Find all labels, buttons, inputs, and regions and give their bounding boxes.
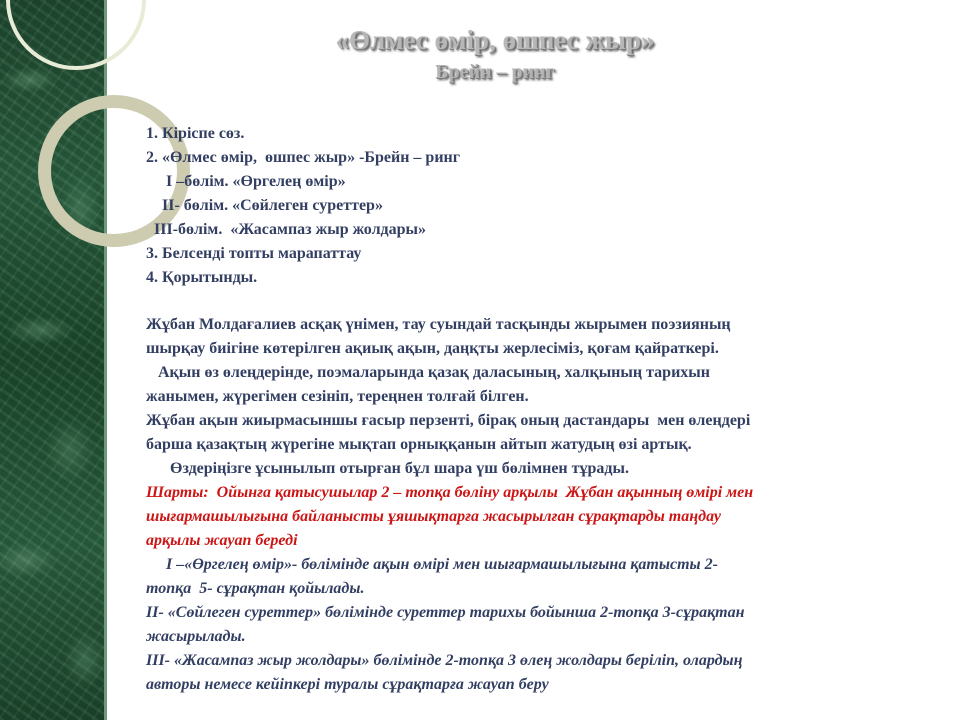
rules-line: Шарты: Ойынға қатысушылар 2 – топқа бөліну арқылы Жұбан ақынның өмірі мен [146, 484, 754, 501]
part-line: ІІІ- «Жасампаз жыр жолдары» бөлімінде 2-топқа 3 өлең жолдары беріліп, олардың [146, 652, 743, 669]
paragraph-line: Жұбан Молдағалиев асқақ үнімен, тау суындай тасқынды жырымен поэзияның [146, 316, 731, 333]
paragraph-line: барша қазақтың жүрегіне мықтап орныққанын айтып жатудың өзі артық. [146, 436, 692, 453]
intro-paragraph [146, 313, 916, 481]
agenda-item: 1. Кіріспе сөз. [146, 125, 245, 142]
part-line: авторы немесе кейіпкері туралы сұрақтарға жауап беру [146, 676, 549, 693]
rules-line: шығармашылығына байланысты ұяшықтарға жасырылған сұрақтарды таңдау [146, 508, 721, 525]
page-title: «Өлмес өмір, өшпес жыр» [335, 25, 655, 55]
part-line: топқа 5- сұрақтан қойылады. [146, 580, 365, 597]
page-subtitle: Брейн – ринг [435, 61, 555, 83]
paragraph-line: жанымен, жүрегімен сезініп, тереңнен толғай білген. [146, 388, 529, 405]
slide-content [146, 122, 916, 697]
agenda-subitem: ІІ- бөлім. «Сөйлеген суреттер» [146, 197, 383, 214]
agenda-list [146, 122, 916, 290]
agenda-subitem: ІІІ-бөлім. «Жасампаз жыр жолдары» [146, 221, 427, 238]
rules-block [146, 481, 916, 553]
part-line: ІІ- «Сөйлеген суреттер» бөлімінде суреттер тарихы бойынша 2-топқа 3-сұрақтан [146, 604, 745, 621]
rules-line: арқылы жауап береді [146, 532, 298, 549]
spacer [146, 290, 916, 313]
part-line: І –«Өргелең өмір»- бөлімінде ақын өмірі мен шығармашылығына қатысты 2- [146, 556, 718, 573]
agenda-item: 4. Қорытынды. [146, 269, 258, 286]
paragraph-line: Өздеріңізге ұсынылып отырған бұл шара үш бөлімнен тұрады. [146, 460, 629, 477]
agenda-subitem: І –бөлім. «Өргелең өмір» [146, 173, 346, 190]
parts-description [146, 553, 916, 697]
agenda-item: 2. «Өлмес өмір, өшпес жыр» -Брейн – ринг [146, 149, 461, 166]
paragraph-line: Ақын өз өлеңдерінде, поэмаларында қазақ даласының, халқының тарихын [146, 364, 710, 381]
paragraph-line: шырқау биігіне көтерілген ақиық ақын, даңқты жерлесіміз, қоғам қайраткері. [146, 340, 719, 357]
part-line: жасырылады. [146, 628, 246, 645]
agenda-item: 3. Белсенді топты марапаттау [146, 245, 362, 262]
paragraph-line: Жұбан ақын жиырмасыншы ғасыр перзенті, бірақ оның дастандары мен өлеңдері [146, 412, 751, 429]
